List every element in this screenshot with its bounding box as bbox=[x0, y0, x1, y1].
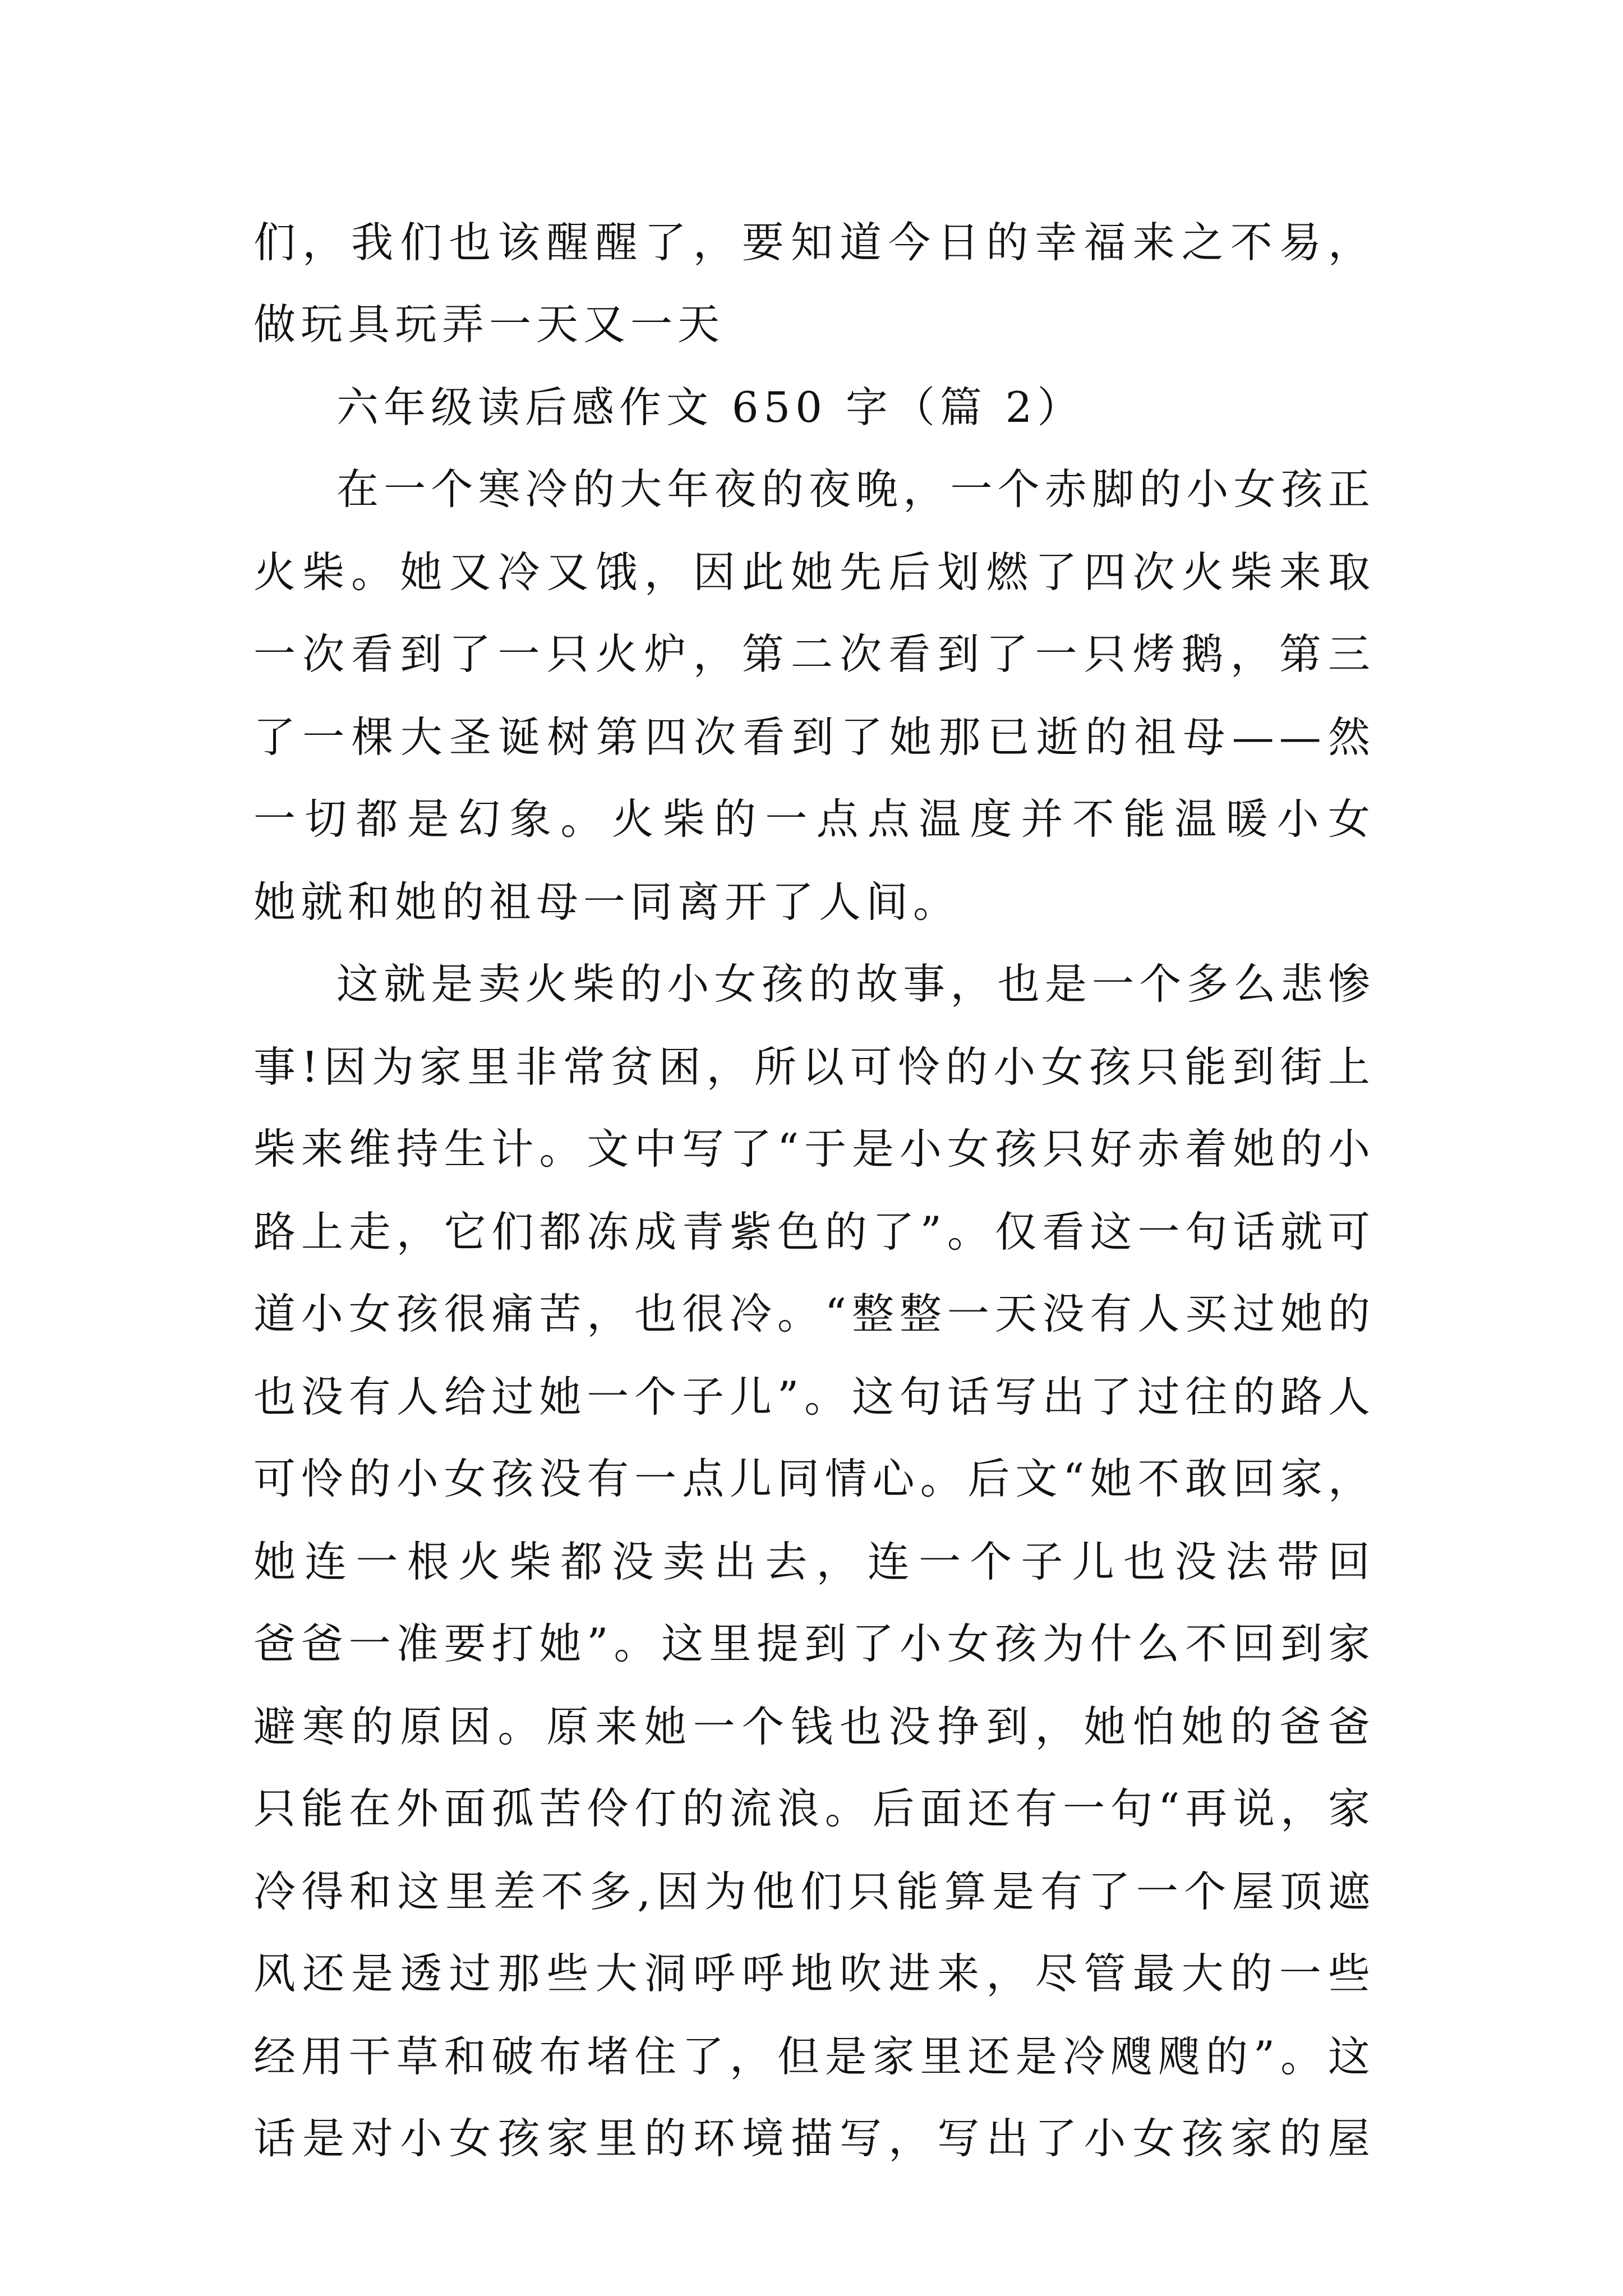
text-line-15: 也没有人给过她一个子儿”。这句话写出了过往的路人 bbox=[253, 1372, 1375, 1421]
text-line-11: 事!因为家里非常贫困，所以可怜的小女孩只能到街上 bbox=[253, 1042, 1375, 1092]
text-line-20: 只能在外面孤苦伶仃的流浪。后面还有一句“再说，家 bbox=[253, 1784, 1375, 1833]
text-line-6: 一次看到了一只火炉，第二次看到了一只烤鹅，第三 bbox=[253, 629, 1375, 679]
text-line-22: 风还是透过那些大洞呼呼地吹进来，尽管最大的一些 bbox=[253, 1949, 1375, 1998]
text-line-23: 经用干草和破布堵住了，但是家里还是冷飕飕的”。这 bbox=[253, 2032, 1375, 2081]
text-line-10: 这就是卖火柴的小女孩的故事，也是一个多么悲惨 bbox=[336, 959, 1375, 1009]
text-line-19: 避寒的原因。原来她一个钱也没挣到，她怕她的爸爸 bbox=[253, 1702, 1375, 1751]
text-line-4: 在一个寒冷的大年夜的夜晚，一个赤脚的小女孩正 bbox=[336, 464, 1375, 514]
text-line-24: 话是对小女孩家里的环境描写，写出了小女孩家的屋 bbox=[253, 2114, 1375, 2163]
text-line-13: 路上走，它们都冻成青紫色的了”。仅看这一句话就可 bbox=[253, 1207, 1375, 1257]
text-line-16: 可怜的小女孩没有一点儿同情心。后文“她不敢回家， bbox=[253, 1454, 1375, 1503]
text-line-1: 们，我们也该醒醒了，要知道今日的幸福来之不易， bbox=[253, 218, 1375, 267]
text-line-2: 做玩具玩弄一天又一天 bbox=[253, 300, 725, 349]
section-heading: 六年级读后感作文 650 字（篇 2） bbox=[336, 383, 1085, 432]
text-line-8: 一切都是幻象。火柴的一点点温度并不能温暖小女 bbox=[253, 794, 1375, 844]
text-line-9: 她就和她的祖母一同离开了人间。 bbox=[253, 877, 961, 927]
text-line-21: 冷得和这里差不多,因为他们只能算是有了一个屋顶遮 bbox=[253, 1867, 1375, 1916]
text-line-17: 她连一根火柴都没卖出去，连一个子儿也没法带回 bbox=[253, 1537, 1375, 1586]
text-line-12: 柴来维持生计。文中写了“于是小女孩只好赤着她的小 bbox=[253, 1124, 1375, 1174]
text-line-7: 了一棵大圣诞树第四次看到了她那已逝的祖母——然 bbox=[253, 712, 1375, 762]
text-line-18: 爸爸一准要打她”。这里提到了小女孩为什么不回到家 bbox=[253, 1619, 1375, 1668]
text-line-5: 火柴。她又冷又饿，因此她先后划燃了四次火柴来取 bbox=[253, 547, 1375, 597]
text-line-14: 道小女孩很痛苦，也很冷。“整整一天没有人买过她的 bbox=[253, 1289, 1375, 1338]
